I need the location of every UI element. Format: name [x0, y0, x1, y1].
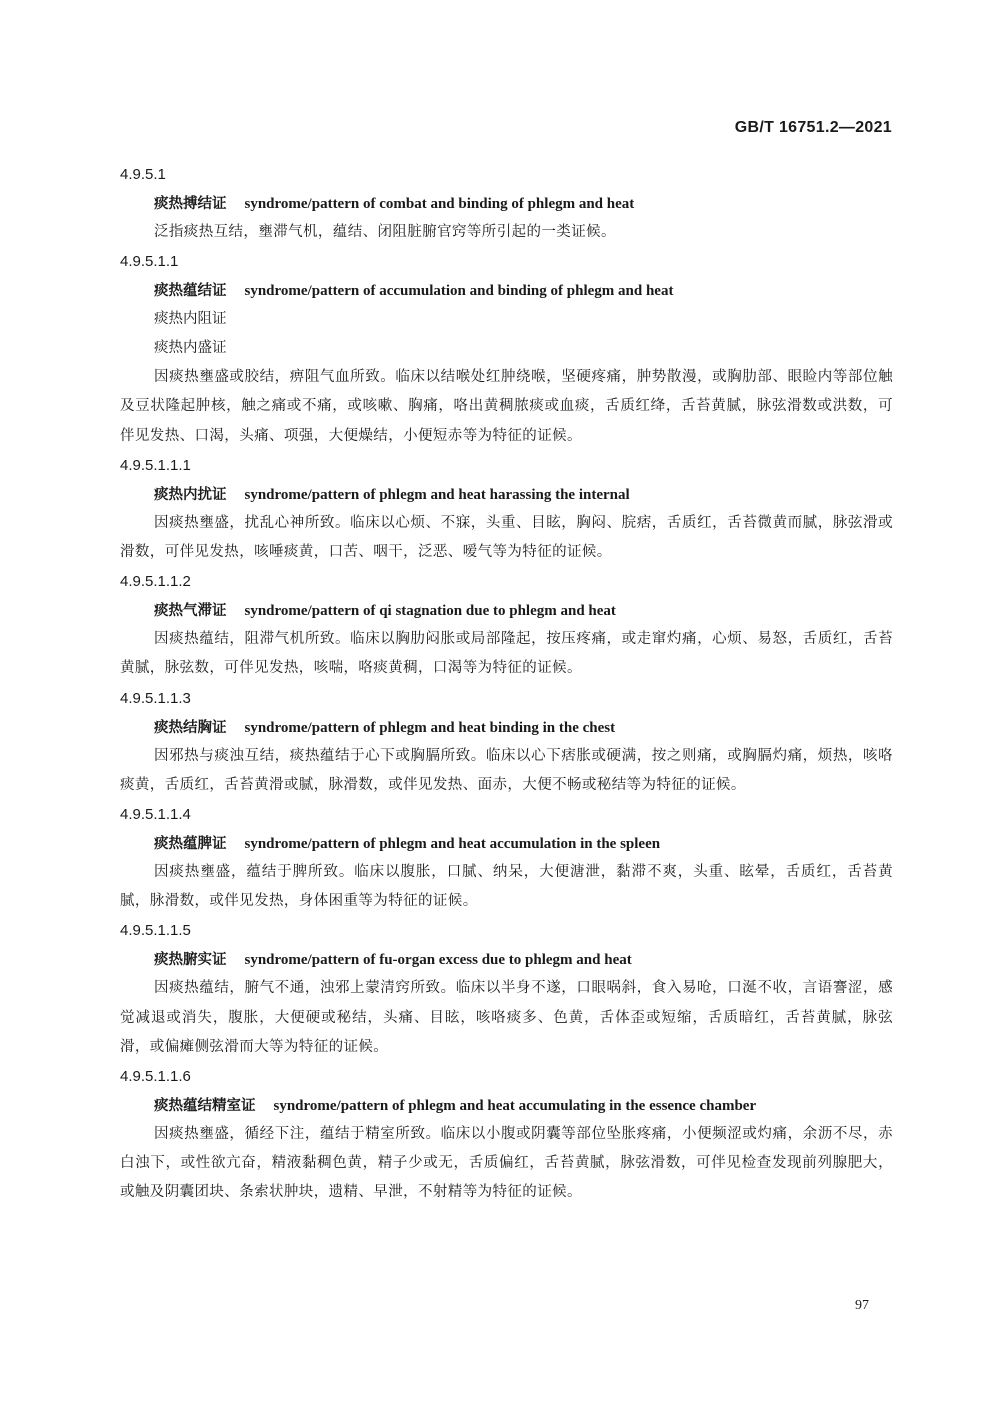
clause-number: 4.9.5.1.1.1 — [120, 456, 191, 474]
term-english: syndrome/pattern of accumulation and binding of phlegm and heat — [244, 283, 674, 300]
term-chinese: 痰热蕴结精室证 — [154, 1097, 256, 1115]
term-entry — [120, 800, 893, 916]
term-entry — [120, 684, 893, 800]
term-english: syndrome/pattern of phlegm and heat binding in the chest — [244, 719, 616, 736]
term-definition: 因痰热蕴结，阻滞气机所致。临床以胸肋闷胀或局部隆起，按压疼痛，或走窜灼痛，心烦、易怒，舌质红，舌苔黄腻，脉弦数，可伴见发热，咳喘，咯痰黄稠，口渴等为特征的证候。 — [120, 631, 893, 677]
term-chinese: 痰热搏结证 — [154, 195, 227, 212]
term-chinese: 痰热蕴结证 — [154, 282, 227, 300]
clause-number: 4.9.5.1.1.2 — [120, 573, 191, 591]
term-chinese: 痰热结胸证 — [154, 718, 227, 736]
term-entry — [120, 247, 893, 451]
clause-number: 4.9.5.1.1.6 — [120, 1068, 191, 1086]
term-definition: 因邪热与痰浊互结，痰热蕴结于心下或胸膈所致。临床以心下痞胀或硬满，按之则痛，或胸膈灼痛，烦热，咳咯痰黄，舌质红，舌苔黄滑或腻，脉滑数，或伴见发热、面赤，大便不畅或秘结等为特征的证候。 — [120, 747, 893, 793]
term-entry — [120, 567, 893, 683]
term-entry — [120, 1062, 893, 1208]
term-entry — [120, 916, 893, 1062]
clause-number: 4.9.5.1.1.4 — [120, 806, 191, 824]
term-synonym: 痰热内阻证 — [154, 311, 227, 328]
term-heading — [120, 829, 893, 858]
term-definition: 因痰热壅盛，扰乱心神所致。临床以心烦、不寐，头重、目眩，胸闷、脘痞，舌质红，舌苔微黄而腻，脉弦滑或滑数，可伴见发热，咳唾痰黄，口苦、咽干，泛恶、嗳气等为特征的证候。 — [120, 514, 893, 561]
term-chinese: 痰热腑实证 — [154, 951, 227, 969]
term-entry — [120, 160, 893, 247]
clause-number: 4.9.5.1 — [120, 166, 166, 183]
term-definition: 因痰热壅盛，循经下注，蕴结于精室所致。临床以小腹或阴囊等部位坠胀疼痛，小便频涩或灼痛，余沥不尽，赤白浊下，或性欲亢奋，精液黏稠色黄，精子少或无，舌质偏红，舌苔黄腻，脉弦滑数，可伴见检查发现前列腺肥大，或触及阴囊团块、条索状肿块，遗精、早泄，不射精等为特征的证候。 — [120, 1126, 893, 1201]
term-heading — [120, 713, 893, 742]
term-english: syndrome/pattern of phlegm and heat harassing the internal — [244, 486, 630, 503]
clause-number: 4.9.5.1.1.5 — [120, 922, 191, 940]
clause-number: 4.9.5.1.1.3 — [120, 689, 191, 707]
term-synonym: 痰热内盛证 — [154, 340, 227, 357]
term-chinese: 痰热蕴脾证 — [154, 835, 227, 853]
term-heading — [120, 1091, 893, 1120]
clause-number: 4.9.5.1.1 — [120, 253, 179, 271]
term-heading — [120, 276, 893, 305]
term-heading — [120, 480, 893, 509]
term-english: syndrome/pattern of phlegm and heat accumulation in the spleen — [244, 836, 661, 853]
term-english: syndrome/pattern of qi stagnation due to phlegm and heat — [244, 603, 616, 620]
page-number: 97 — [855, 1298, 869, 1313]
term-definition: 因痰热蕴结，腑气不通，浊邪上蒙清窍所致。临床以半身不遂，口眼㖞斜，食入易呛，口涎不收，言语謇涩，感觉减退或消失，腹胀，大便硬或秘结，头痛、目眩，咳咯痰多、色黄，舌体歪或短缩，舌质暗红，舌苔黄腻，脉弦滑，或偏瘫侧弦滑而大等为特征的证候。 — [120, 980, 893, 1055]
term-definition: 泛指痰热互结，壅滞气机，蕴结、闭阻脏腑官窍等所引起的一类证候。 — [154, 224, 616, 240]
standard-code: GB/T 16751.2—2021 — [734, 119, 892, 136]
term-heading — [120, 596, 893, 625]
term-heading — [120, 189, 893, 218]
content-area — [120, 160, 893, 1208]
term-chinese: 痰热内扰证 — [154, 485, 227, 503]
term-chinese: 痰热气滞证 — [154, 602, 227, 620]
term-english: syndrome/pattern of phlegm and heat accumulating in the essence chamber — [273, 1098, 757, 1115]
term-definition: 因痰热壅盛或胶结，痹阻气血所致。临床以结喉处红肿绕喉，坚硬疼痛，肿势散漫，或胸肋部、眼睑内等部位触及豆状隆起肿核，触之痛或不痛，或咳嗽、胸痛，咯出黄稠脓痰或血痰，舌质红绛，舌苔黄腻，脉弦滑数或洪数，可伴见发热、口渴，头痛、项强，大便燥结，小便短赤等为特征的证候。 — [120, 369, 893, 444]
term-entry — [120, 451, 893, 567]
term-heading — [120, 945, 893, 974]
term-english: syndrome/pattern of fu-organ excess due to phlegm and heat — [244, 952, 632, 969]
term-definition: 因痰热壅盛，蕴结于脾所致。临床以腹胀，口腻、纳呆，大便溏泄，黏滞不爽，头重、眩晕，舌质红，舌苔黄腻，脉滑数，或伴见发热，身体困重等为特征的证候。 — [120, 864, 893, 910]
term-english: syndrome/pattern of combat and binding of phlegm and heat — [244, 196, 635, 212]
